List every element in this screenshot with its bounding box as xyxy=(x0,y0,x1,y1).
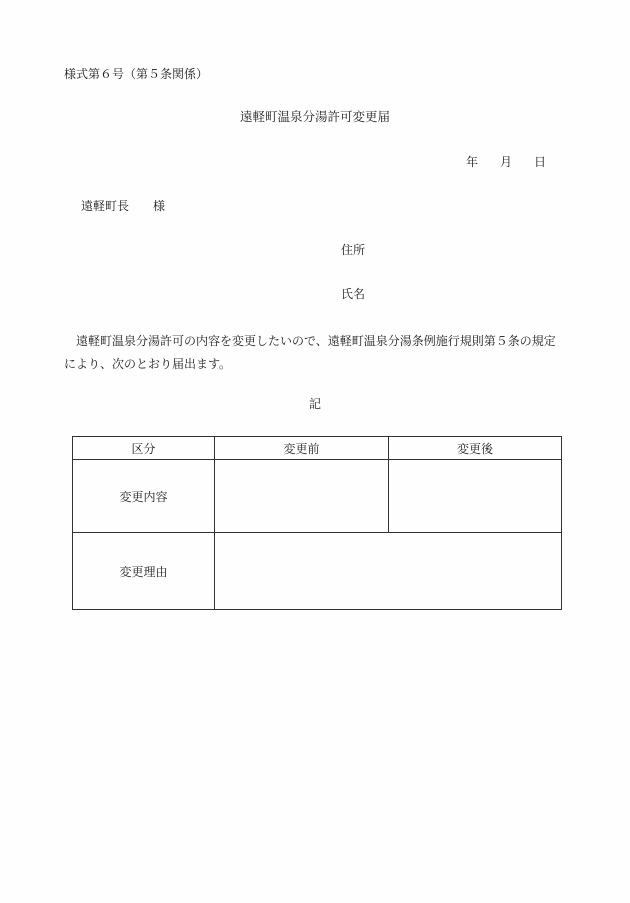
addressee-line xyxy=(81,199,165,213)
header-category: 区分 xyxy=(73,437,215,460)
date-day-label: 日 xyxy=(533,155,546,169)
table-row xyxy=(73,533,562,610)
change-table xyxy=(72,436,562,610)
address-label: 住所 xyxy=(341,243,366,257)
document-title: 遠軽町温泉分湯許可変更届 xyxy=(239,109,390,124)
header-after: 変更後 xyxy=(389,437,562,460)
cell-after[interactable] xyxy=(389,460,562,533)
date-line xyxy=(466,155,546,169)
cell-before[interactable] xyxy=(215,460,389,533)
table-row xyxy=(73,460,562,533)
header-before: 変更前 xyxy=(215,437,389,460)
body-text: 遠軽町温泉分湯許可の内容を変更したいので、遠軽町温泉分湯条例施行規則第５条の規定により、次のとおり届出ます。 xyxy=(64,334,556,371)
table-header-row xyxy=(73,437,562,460)
cell-reason[interactable] xyxy=(215,533,562,610)
addressee-name: 遠軽町長 xyxy=(81,199,130,213)
name-label: 氏名 xyxy=(341,287,366,301)
row-label-change-reason: 変更理由 xyxy=(73,533,215,610)
form-number: 様式第６号（第５条関係） xyxy=(64,67,209,81)
date-year-label: 年 xyxy=(465,155,478,169)
addressee-honorific: 様 xyxy=(153,199,166,213)
row-label-change-content: 変更内容 xyxy=(73,460,215,533)
ki-heading: 記 xyxy=(308,397,321,411)
date-month-label: 月 xyxy=(499,155,512,169)
